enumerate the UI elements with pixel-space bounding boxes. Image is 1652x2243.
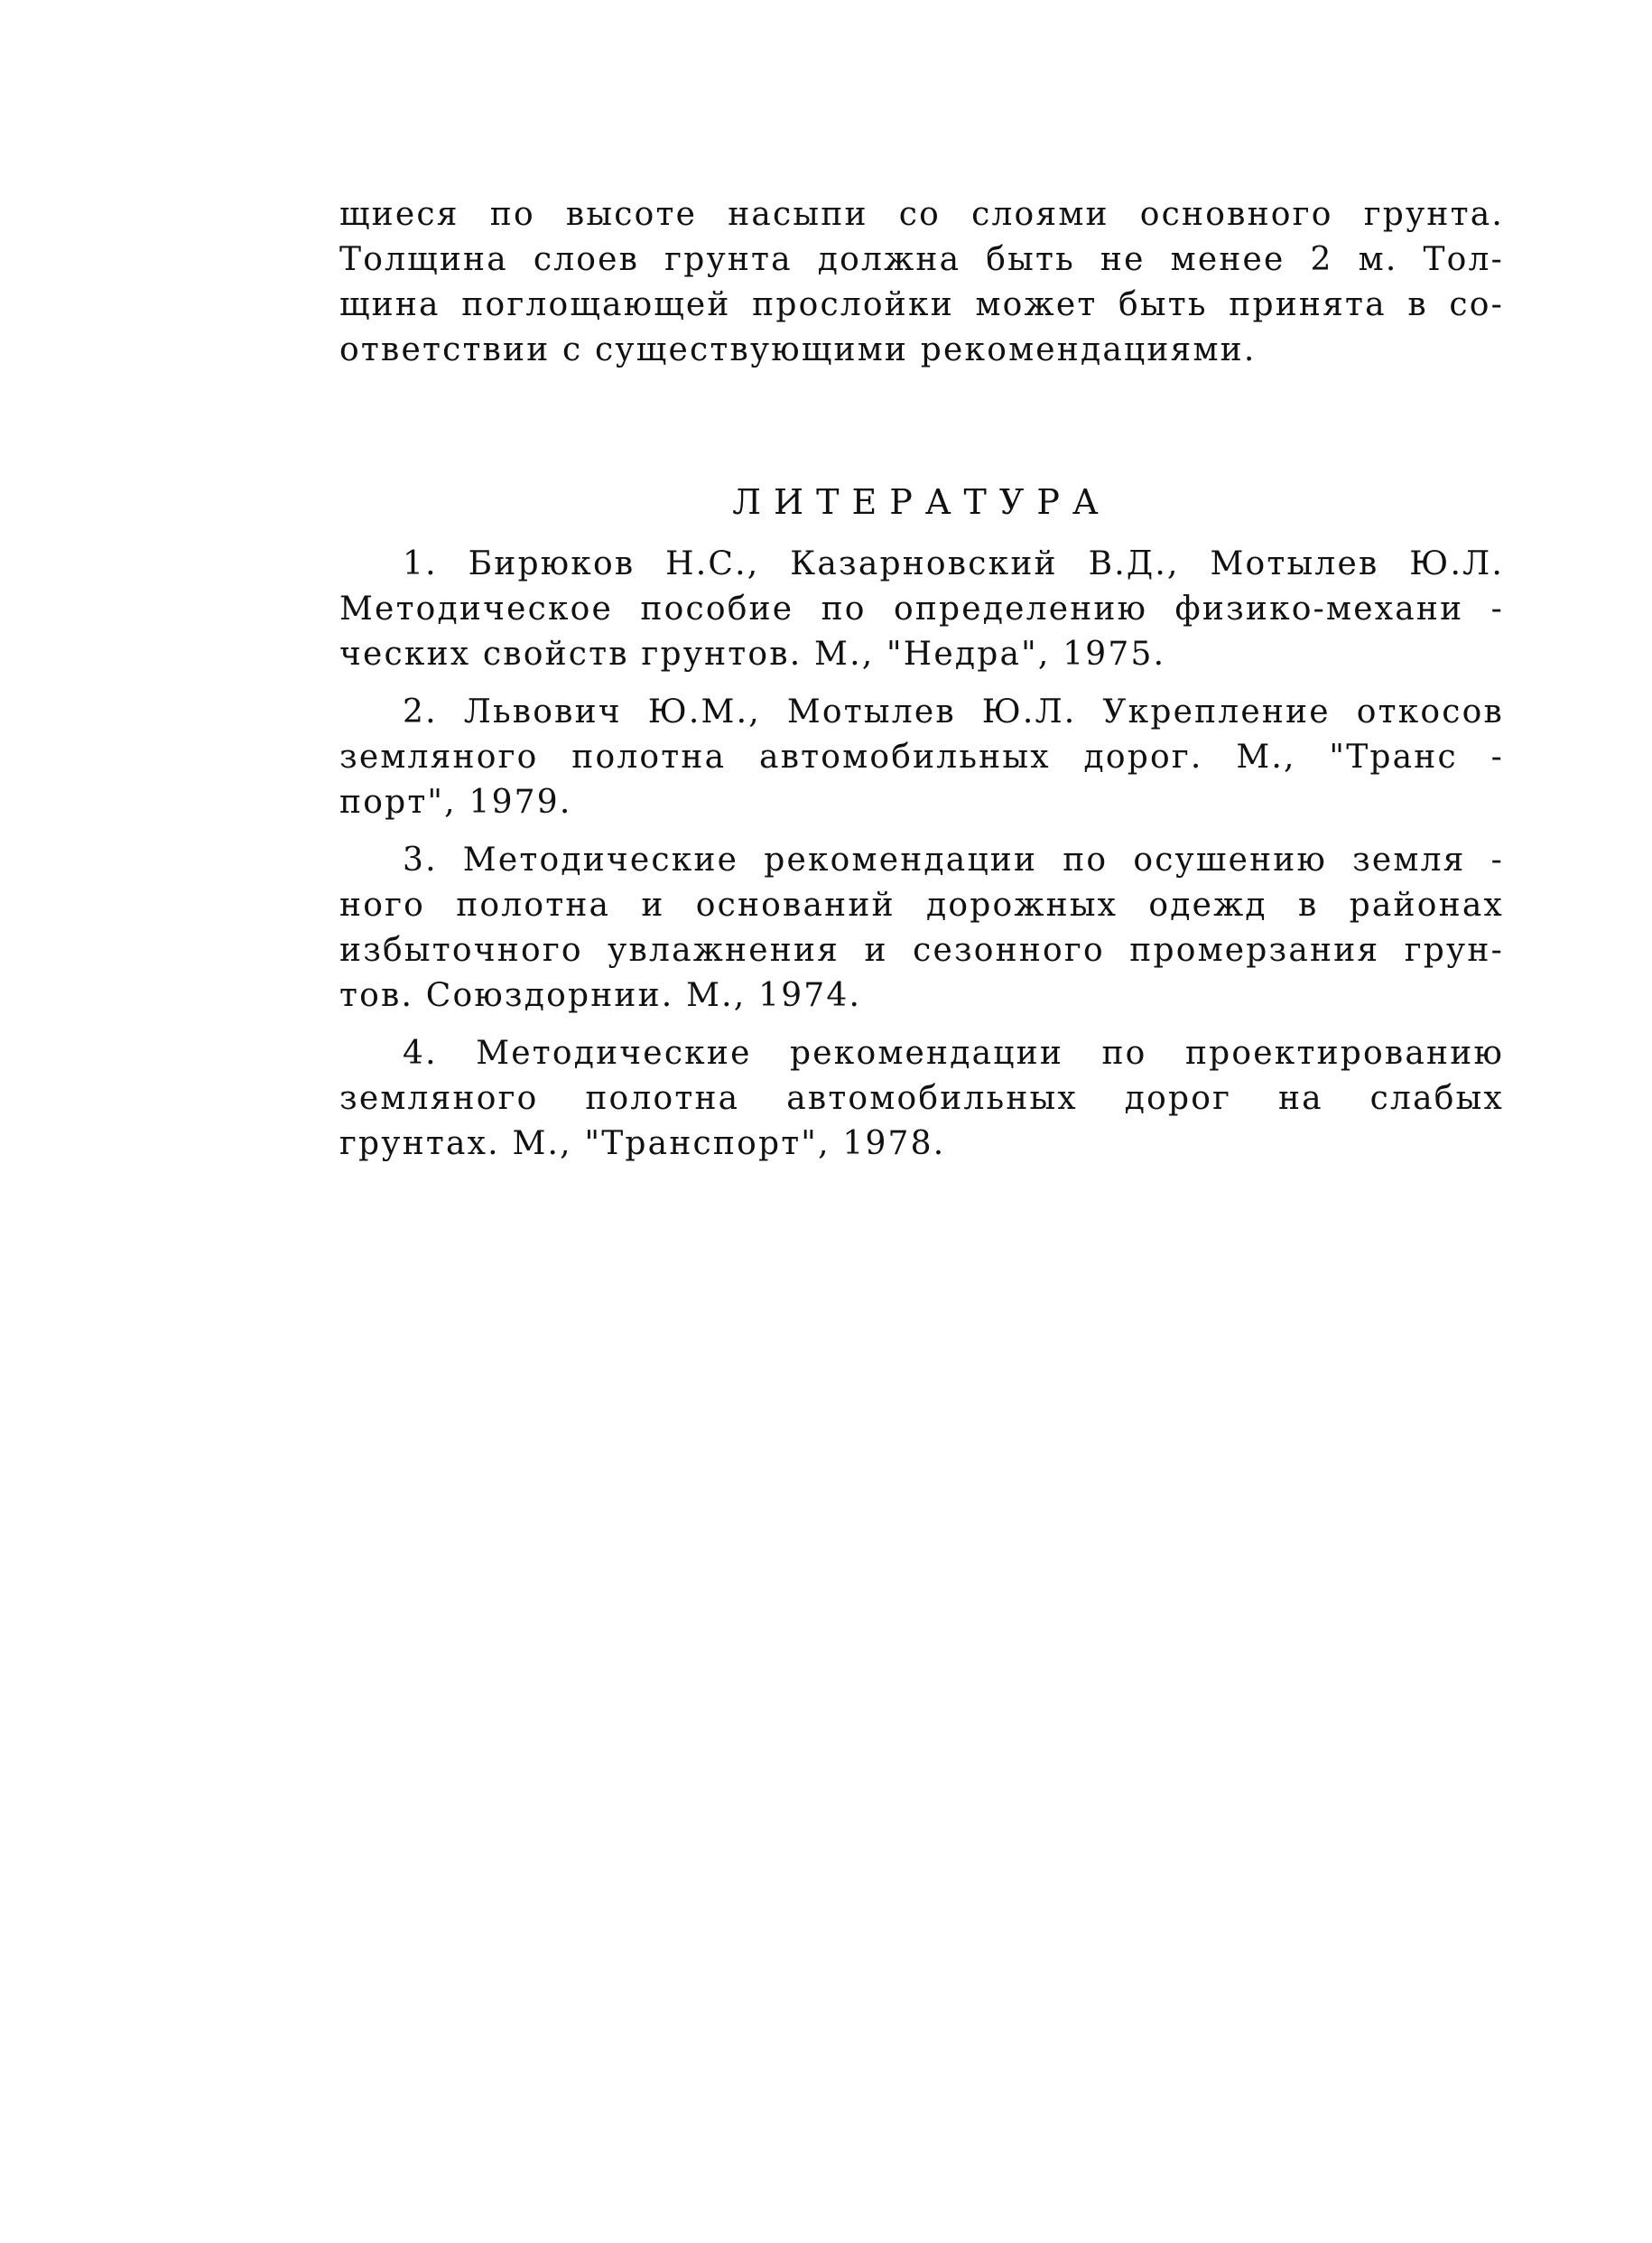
reference-line: грунтах. М., "Транспорт", 1978. bbox=[339, 1125, 946, 1162]
reference-line: избыточного увлажнения и сезонного промерзания грун- bbox=[339, 932, 1504, 969]
reference-item-3 bbox=[339, 838, 1504, 1019]
intro-line: Толщина слоев грунта должна быть не менее 2 м. Тол- bbox=[339, 241, 1504, 278]
reference-line: земляного полотна автомобильных дорог. М., "Транс - bbox=[339, 739, 1504, 776]
reference-list bbox=[339, 542, 1504, 1179]
reference-line: ческих свойств грунтов. М., "Недра", 1975. bbox=[339, 636, 1166, 673]
reference-line: тов. Союздорнии. М., 1974. bbox=[339, 977, 862, 1014]
intro-line: щина поглощающей прослойки может быть принята в со- bbox=[339, 286, 1504, 323]
reference-item-4 bbox=[339, 1031, 1504, 1167]
reference-line: Методическое пособие по определению физико-механи - bbox=[339, 591, 1504, 628]
reference-line: земляного полотна автомобильных дорог на слабых bbox=[339, 1080, 1504, 1117]
reference-line: 1. Бирюков Н.С., Казарновский В.Д., Мотылев Ю.Л. bbox=[403, 545, 1504, 582]
reference-item-1 bbox=[339, 542, 1504, 677]
reference-line: порт", 1979. bbox=[339, 784, 572, 821]
intro-line: щиеся по высоте насыпи со слоями основного грунта. bbox=[339, 196, 1504, 233]
reference-line: 4. Методические рекомендации по проектированию bbox=[403, 1035, 1504, 1072]
reference-line: 3. Методические рекомендации по осушению земля - bbox=[403, 842, 1504, 879]
reference-item-2 bbox=[339, 690, 1504, 825]
reference-line: 2. Львович Ю.М., Мотылев Ю.Л. Укрепление откосов bbox=[403, 693, 1504, 731]
reference-line: ного полотна и оснований дорожных одежд в районах bbox=[339, 887, 1504, 924]
intro-paragraph bbox=[339, 192, 1504, 373]
literature-heading: ЛИТЕРАТУРА bbox=[732, 482, 1111, 522]
intro-line: ответствии с существующими рекомендациями. bbox=[339, 331, 1257, 368]
